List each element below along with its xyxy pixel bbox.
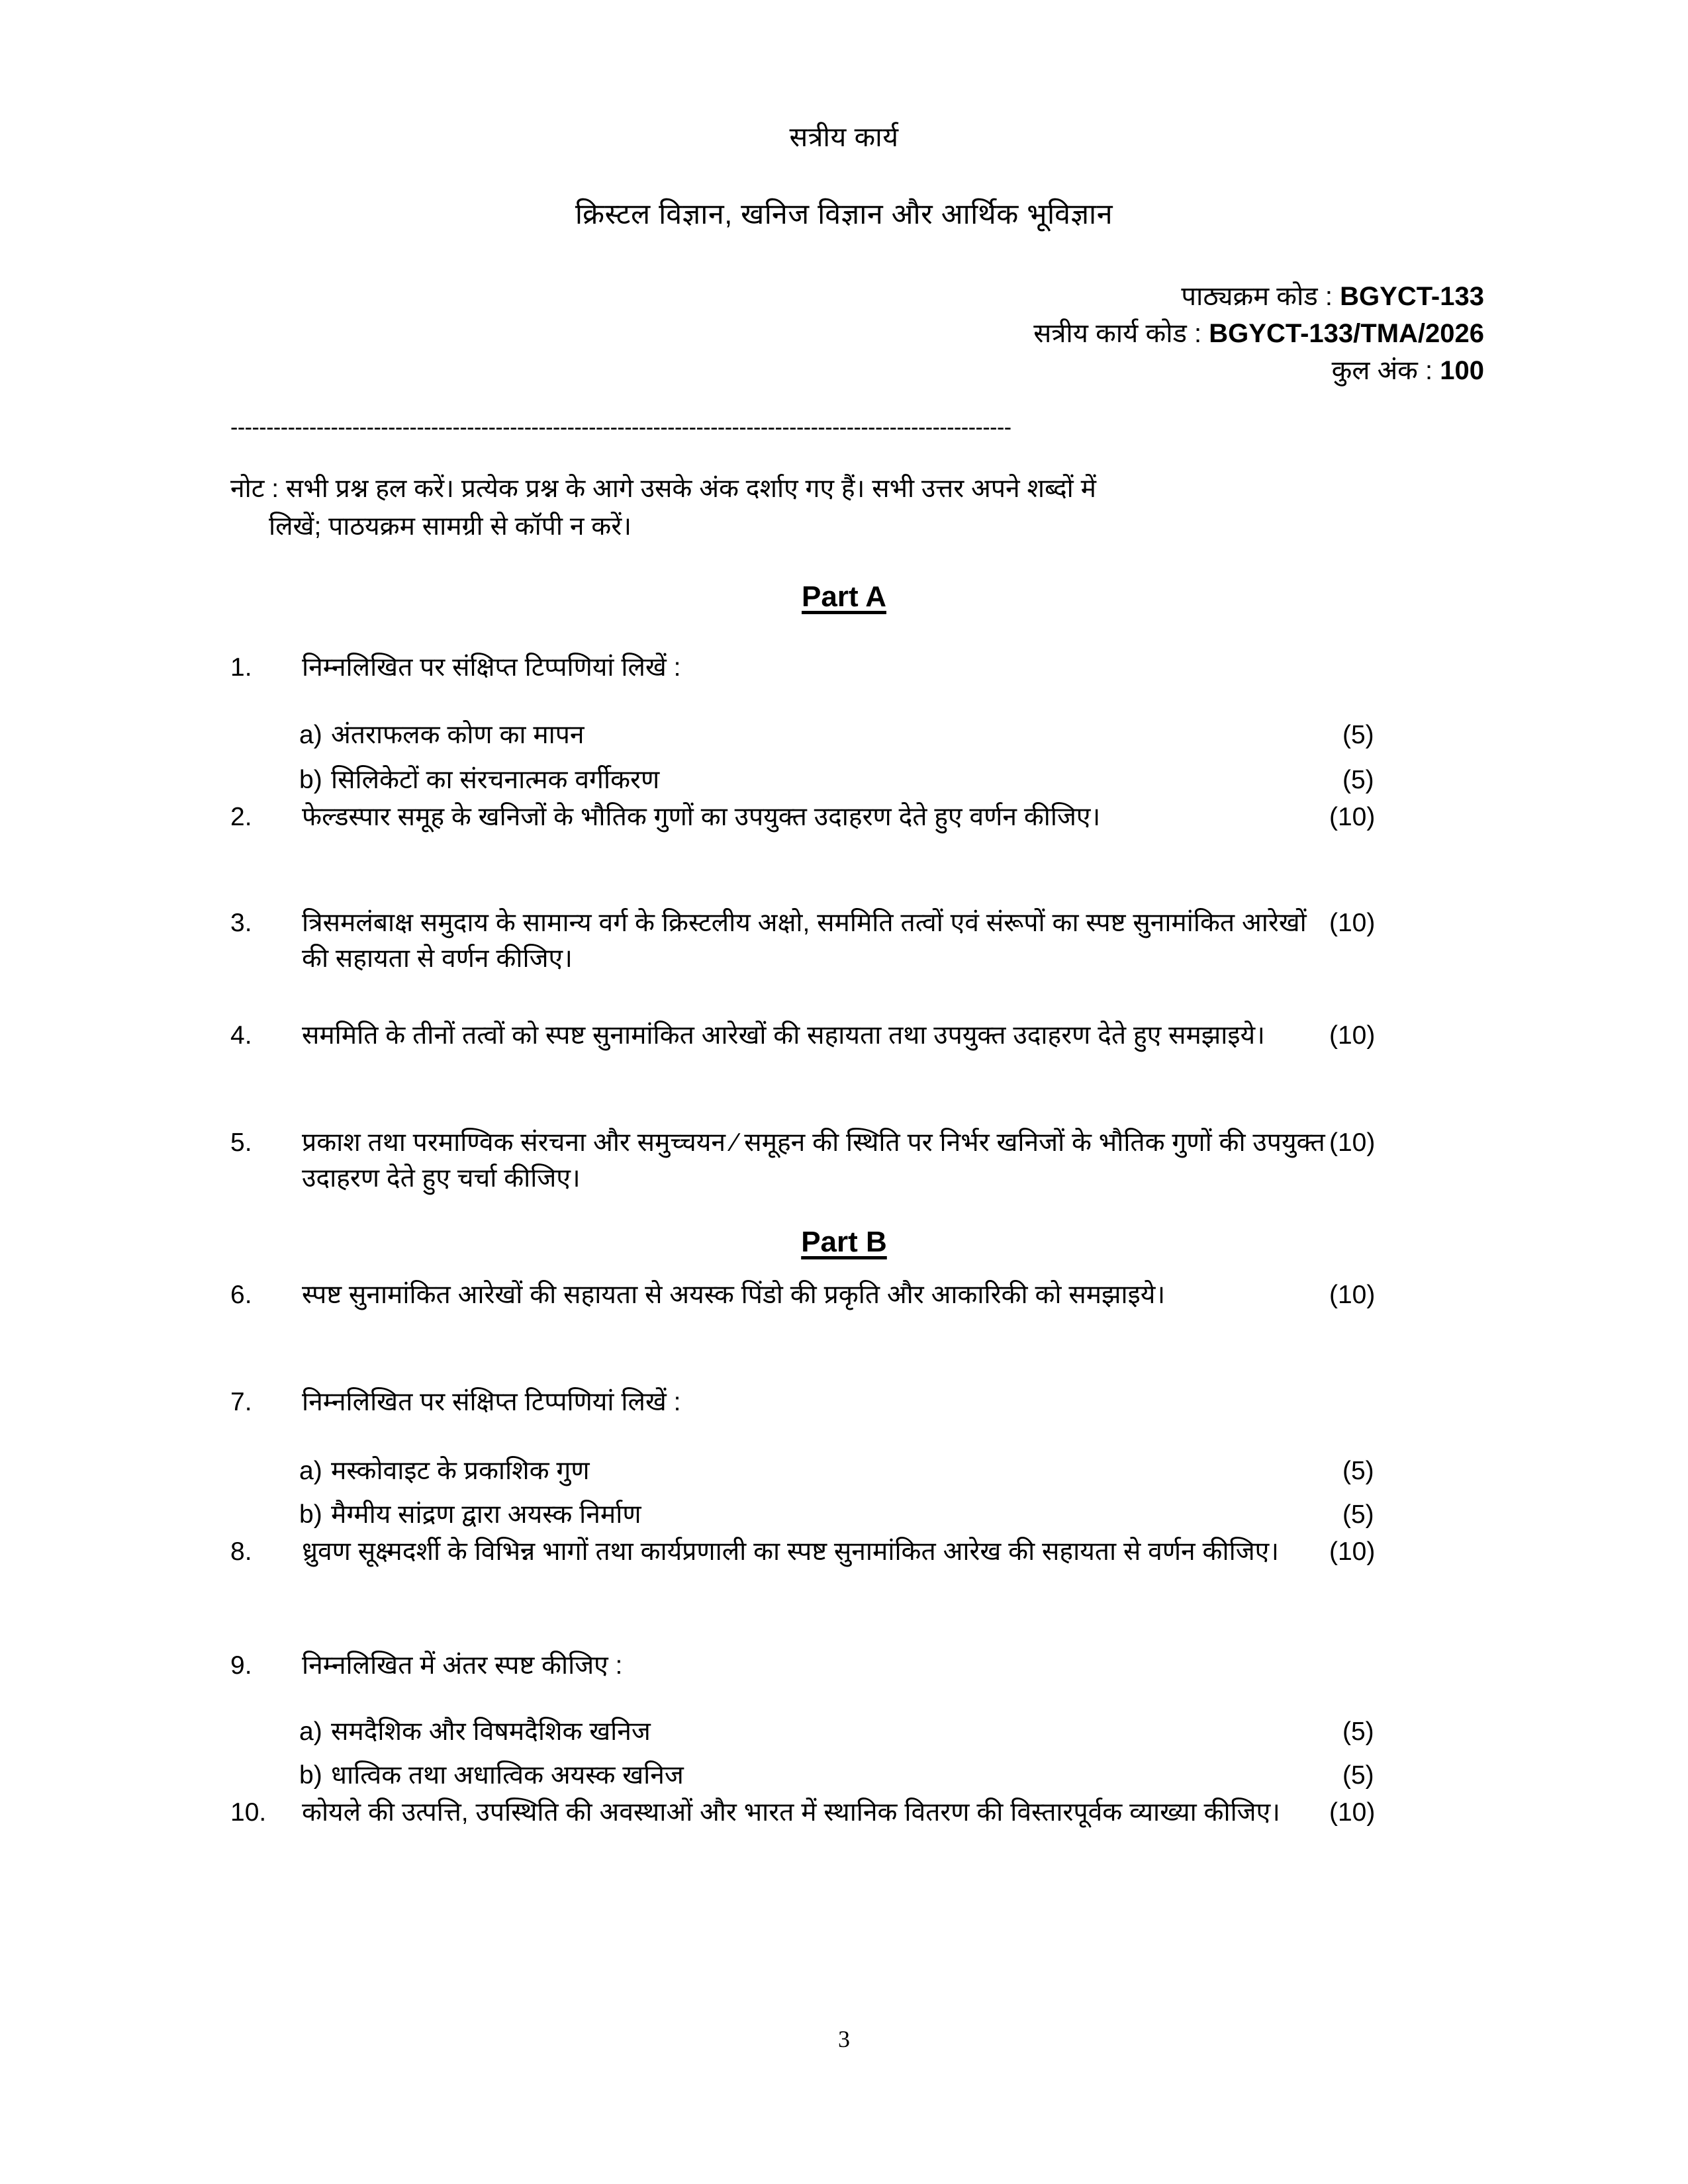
subitem-marks: (5): [1342, 721, 1374, 749]
question-number: 6.: [230, 1281, 252, 1309]
total-marks-row: [1033, 352, 1484, 389]
subitem-text: सिलिकेटों का संरचनात्मक वर्गीकरण: [331, 766, 660, 794]
subitem-label: a): [299, 1717, 322, 1746]
question-text: निम्नलिखित पर संक्षिप्त टिप्पणियां लिखें :: [302, 653, 681, 682]
question-subitem: [230, 1758, 1488, 1794]
question-item: [230, 1534, 1488, 1570]
page-number: 3: [838, 2026, 850, 2052]
question-item: [230, 1125, 1488, 1197]
question-marks: (10): [1329, 1128, 1376, 1157]
question-subitem: [230, 762, 1488, 798]
subitem-label: a): [299, 721, 322, 749]
subitem-text: मस्कोवाइट के प्रकाशिक गुण: [331, 1457, 590, 1485]
subitem-marks: (5): [1342, 1457, 1374, 1485]
question-number: 8.: [230, 1537, 252, 1566]
question-marks: (10): [1329, 909, 1376, 937]
assignment-code-row: [1033, 315, 1484, 352]
subitem-text: मैग्मीय सांद्रण द्वारा अयस्क निर्माण: [331, 1500, 641, 1529]
course-code-value: BGYCT-133: [1340, 282, 1484, 311]
note-line-2: लिखें; पाठयक्रम सामग्री से कॉपी न करें।: [269, 512, 632, 541]
question-number: 7.: [230, 1388, 252, 1416]
assignment-code-value: BGYCT-133/TMA/2026: [1209, 319, 1484, 348]
question-number: 10.: [230, 1798, 267, 1827]
question-marks: (10): [1329, 803, 1376, 831]
subitem-text: अंतराफलक कोण का मापन: [331, 721, 585, 749]
question-item: [230, 1385, 1488, 1420]
question-number: 1.: [230, 653, 252, 682]
question-text: फेल्डस्पार समूह के खनिजों के भौतिक गुणों का उपयुक्त उदाहरण देते हुए वर्णन कीजिए।: [302, 803, 1101, 831]
subitem-label: b): [299, 766, 322, 794]
question-subitem: [230, 717, 1488, 753]
question-marks: (10): [1329, 1021, 1376, 1050]
page-title: सत्रीय कार्य: [789, 122, 899, 152]
question-number: 3.: [230, 909, 252, 937]
horizontal-divider: -------------------------------------------------------------------------------------------------------------: [230, 421, 1011, 434]
question-item: [230, 799, 1488, 835]
course-meta-block: [1033, 278, 1484, 389]
total-marks-label: कुल अंक :: [1331, 356, 1440, 385]
subitem-marks: (5): [1342, 766, 1374, 794]
question-text: सममिति के तीनों तत्वों को स्पष्ट सुनामांकित आरेखों की सहायता तथा उपयुक्त उदाहरण देते हुए समझाइये।: [302, 1021, 1265, 1050]
course-code-label: पाठ्यक्रम कोड :: [1181, 282, 1340, 311]
question-number: 2.: [230, 803, 252, 831]
note-line-1: नोट : सभी प्रश्न हल करें। प्रत्येक प्रश्न के आगे उसके अंक दर्शाए गए हैं। सभी उत्तर अपने शब्दों में: [230, 475, 1096, 503]
question-item: [230, 650, 1488, 686]
subitem-text: धात्विक तथा अधात्विक अयस्क खनिज: [331, 1761, 684, 1790]
section-heading-part-b: Part B: [801, 1226, 887, 1258]
question-marks: (10): [1329, 1798, 1376, 1827]
question-text: प्रकाश तथा परमाण्विक संरचना और समुच्चयन ⁄ समूहन की स्थिति पर निर्भर खनिजों के भौतिक गुणों की उपयुक्त उदाहरण देते हुए चर्चा कीजिए।: [302, 1128, 1325, 1193]
question-subitem: [230, 1714, 1488, 1750]
subitem-label: b): [299, 1500, 322, 1529]
question-marks: (10): [1329, 1537, 1376, 1566]
question-subitem: [230, 1497, 1488, 1533]
question-item: [230, 1795, 1488, 1831]
question-item: [230, 1018, 1488, 1054]
question-item: [230, 1277, 1488, 1313]
section-heading-part-a: Part A: [802, 580, 886, 613]
question-text: ध्रुवण सूक्ष्मदर्शी के विभिन्न भागों तथा कार्यप्रणाली का स्पष्ट सुनामांकित आरेख की सहायता से वर्णन कीजिए।: [302, 1537, 1279, 1566]
question-text: स्पष्ट सुनामांकित आरेखों की सहायता से अयस्क पिंडो की प्रकृति और आकारिकी को समझाइये।: [302, 1281, 1166, 1309]
question-subitem: [230, 1453, 1488, 1489]
question-number: 9.: [230, 1651, 252, 1680]
subitem-marks: (5): [1342, 1717, 1374, 1746]
total-marks-value: 100: [1440, 356, 1484, 385]
instructions-note: [230, 470, 1448, 545]
question-text: कोयले की उत्पत्ति, उपस्थिति की अवस्थाओं और भारत में स्थानिक वितरण की विस्तारपूर्वक व्याख्या कीजिए।: [302, 1798, 1280, 1827]
course-subtitle: क्रिस्टल विज्ञान, खनिज विज्ञान और आर्थिक भूविज्ञान: [575, 199, 1113, 230]
question-text: निम्नलिखित में अंतर स्पष्ट कीजिए :: [302, 1651, 623, 1680]
question-number: 4.: [230, 1021, 252, 1050]
subitem-marks: (5): [1342, 1500, 1374, 1529]
subitem-label: a): [299, 1457, 322, 1485]
assignment-code-label: सत्रीय कार्य कोड :: [1033, 319, 1209, 348]
question-marks: (10): [1329, 1281, 1376, 1309]
subitem-marks: (5): [1342, 1761, 1374, 1790]
question-item: [230, 905, 1488, 977]
question-text: निम्नलिखित पर संक्षिप्त टिप्पणियां लिखें :: [302, 1388, 681, 1416]
question-number: 5.: [230, 1128, 252, 1157]
question-item: [230, 1648, 1488, 1684]
question-text: त्रिसमलंबाक्ष समुदाय के सामान्य वर्ग के क्रिस्टलीय अक्षो, सममिति तत्वों एवं संरूपों का स्पष्ट सुनामांकित आरेखों की सहायता से वर्णन कीजिए।: [302, 909, 1307, 973]
subitem-text: समदैशिक और विषमदैशिक खनिज: [331, 1717, 651, 1746]
subitem-label: b): [299, 1761, 322, 1790]
course-code-row: [1033, 278, 1484, 315]
